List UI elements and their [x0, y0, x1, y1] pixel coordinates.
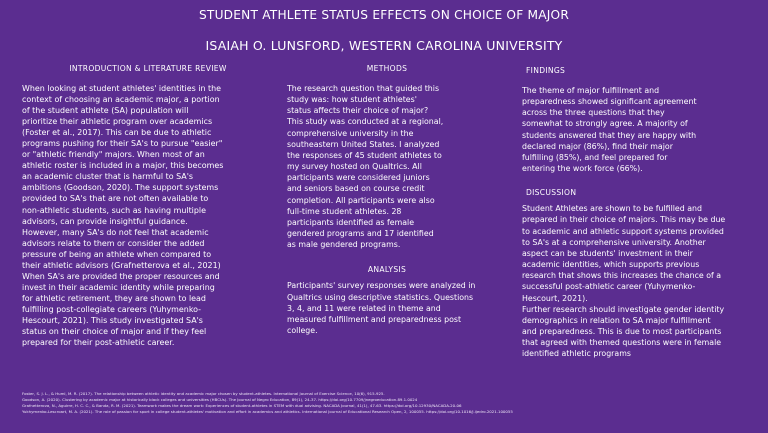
text-line: status affects their choice of major? [287, 106, 429, 116]
discussion-text [522, 203, 748, 359]
methods-text [287, 83, 487, 250]
intro-text [22, 83, 274, 348]
text-line: Further research should investigate gender identity [522, 304, 725, 314]
text-line: that agreed with themed questions were in female [522, 338, 722, 348]
text-line: across the three questions that they [522, 108, 665, 118]
text-line: study was: how student athletes' [287, 95, 417, 105]
text-line: fulfilling (85%), and feel prepared for [522, 152, 668, 162]
text-line: Student Athletes are shown to be fulfilled and [522, 204, 702, 214]
text-line: ambitions (Goodson, 2020). The support systems [22, 183, 219, 193]
text-line: However, many SA's do not feel that academic [22, 227, 209, 237]
text-line: provided to SA's that are not often available to [22, 194, 209, 204]
text-line: of the student athlete (SA) population will [22, 106, 189, 116]
text-line: for athletic retirement, they are shown to lead [22, 293, 206, 303]
text-line: research that shows this increases the chance of a [522, 271, 722, 281]
text-line: Participants' survey responses were analyzed in [287, 281, 476, 291]
text-line: somewhat to strongly agree. A majority of [522, 119, 688, 129]
text-line: identified athletic programs [522, 349, 631, 359]
text-line: participants were considered juniors [287, 173, 430, 183]
text-line: context of choosing an academic major, a portion [22, 95, 220, 105]
methods-section [287, 64, 487, 336]
text-line: academic identities, which supports previous [522, 260, 700, 270]
intro-heading: INTRODUCTION & LITERATURE REVIEW [69, 64, 227, 73]
text-line: gendered programs and 17 identified [287, 229, 434, 239]
text-line: and seniors based on course credit [287, 184, 425, 194]
text-line: prepared for their post-athletic career. [22, 338, 175, 348]
text-line: programs pushing for their SA's to pursue "easier" [22, 139, 223, 149]
text-line: completion. All participants were also [287, 195, 435, 205]
text-line: 3, 4, and 11 were related in theme and [287, 303, 441, 313]
text-line: This study was conducted at a regional, [287, 117, 444, 127]
text-line: pressure of being an athlete when compared to [22, 249, 212, 259]
text-line: Qualtrics using descriptive statistics. Questions [287, 292, 474, 302]
text-line: prioritize their athletic program over academics [22, 117, 213, 127]
text-line: their athletic advisors (Grafnetterova et al., 2021) [22, 260, 221, 270]
author-affiliation: ISAIAH O. LUNSFORD, WESTERN CAROLINA UNIVERSITY [205, 38, 563, 53]
text-line: Hescourt, 2021). [522, 293, 588, 303]
discussion-heading: DISCUSSION [526, 188, 577, 198]
text-line: athletic roster is included in a major, this becomes [22, 161, 224, 171]
text-line: aspect can be students' investment in their [522, 248, 693, 258]
text-line: measured fulfillment and preparedness post [287, 314, 462, 324]
text-line: the responses of 45 student athletes to [287, 150, 442, 160]
findings-heading: FINDINGS [526, 66, 566, 75]
text-line: as male gendered programs. [287, 240, 401, 250]
text-line: successful post-athletic career (Yuhymenko- [522, 282, 696, 292]
text-line: When SA's are provided the proper resources and [22, 271, 220, 281]
text-line: The theme of major fulfillment and [522, 86, 660, 95]
text-line: and preparedness. This is due to most participants [522, 326, 722, 336]
text-line: comprehensive university in the [287, 128, 414, 138]
findings-section [522, 66, 748, 359]
analysis-heading: ANALYSIS [367, 265, 407, 275]
text-line: advisors, can provide insightful guidance. [22, 216, 188, 226]
findings-text [522, 85, 748, 174]
text-line: The research question that guided this [287, 84, 440, 93]
text-line: fulfilling post-collegiate careers (Yuhymenko- [22, 304, 202, 314]
text-line: prepared in their choice of majors. This may be due [522, 215, 726, 225]
text-line: Hescourt, 2021). This study investigated SA's [22, 315, 203, 325]
text-line: southeastern United States. I analyzed [287, 139, 440, 149]
text-line: college. [287, 325, 318, 335]
text-line: or "athletic friendly" majors. When most of an [22, 150, 205, 160]
text-line: an academic cluster that is harmful to SA's [22, 172, 194, 182]
text-line: non-athletic students, such as having multiple [22, 205, 207, 215]
text-line: full-time student athletes. 28 [287, 206, 402, 216]
text-line: invest in their academic identity while preparing [22, 282, 215, 292]
methods-heading: METHODS [366, 64, 408, 73]
text-line: my survey hosted on Qualtrics. All [287, 162, 422, 172]
reference-item: Goodson, A. (2020). Clustering by academic major at historically black colleges and universities (HBCUs). The Journal of Negro Education, 89(1), 24-37. https://doi.org/10.7709/jnegroeducation.89.1.0024 [22, 397, 418, 403]
text-line: entering the work force (66%). [522, 164, 643, 174]
text-line: participants identified as female [287, 217, 415, 227]
text-line: to academic and athletic support systems provided [522, 226, 724, 236]
reference-item: Grafnetterova, N., Aguirre, H. C. C., & Banda, R. M. (2021). Teamwork makes the dream work: Experiences of student-athletes in STEM with dual advising. NACADA Journal, 41(1), 47-63. https://doi.org/10.12930/NACADA-20-06 [22, 403, 462, 409]
references-list [22, 391, 752, 415]
reference-item: Foster, S. J. L., & Huml, M. R. (2017). The relationship between athletic identity and academic major chosen by student-athletes. International Journal of Exercise Science, 10(6), 915-925. [22, 391, 385, 396]
text-line: to SA's at a comprehensive university. Another [522, 237, 706, 247]
text-line: preparedness showed significant agreement [522, 97, 697, 107]
text-line: status on their choice of major and if they feel [22, 327, 207, 337]
text-line: declared major (86%), find their major [522, 141, 673, 151]
text-line: When looking at student athletes' identities in the [22, 84, 222, 93]
text-line: demographics in relation to SA major fulfillment [522, 315, 711, 325]
text-line: students answered that they are happy with [522, 130, 697, 140]
text-line: advisors relate to them or consider the added [22, 238, 205, 248]
text-line: (Foster et al., 2017). This can be due to athletic [22, 128, 212, 138]
intro-section [22, 64, 274, 348]
analysis-text [287, 280, 487, 336]
reference-item: Yukhymenko-Lescroart, M. A. (2021). The role of passion for sport in college student-athletes' motivation and effort in academics and athletics. International Journal of Educational Research Open, 2, 100055. https://doi.org/10.1016/j.ijedro.2021.100055 [22, 409, 513, 415]
poster-title: STUDENT ATHLETE STATUS EFFECTS ON CHOICE OF MAJOR [198, 8, 570, 22]
